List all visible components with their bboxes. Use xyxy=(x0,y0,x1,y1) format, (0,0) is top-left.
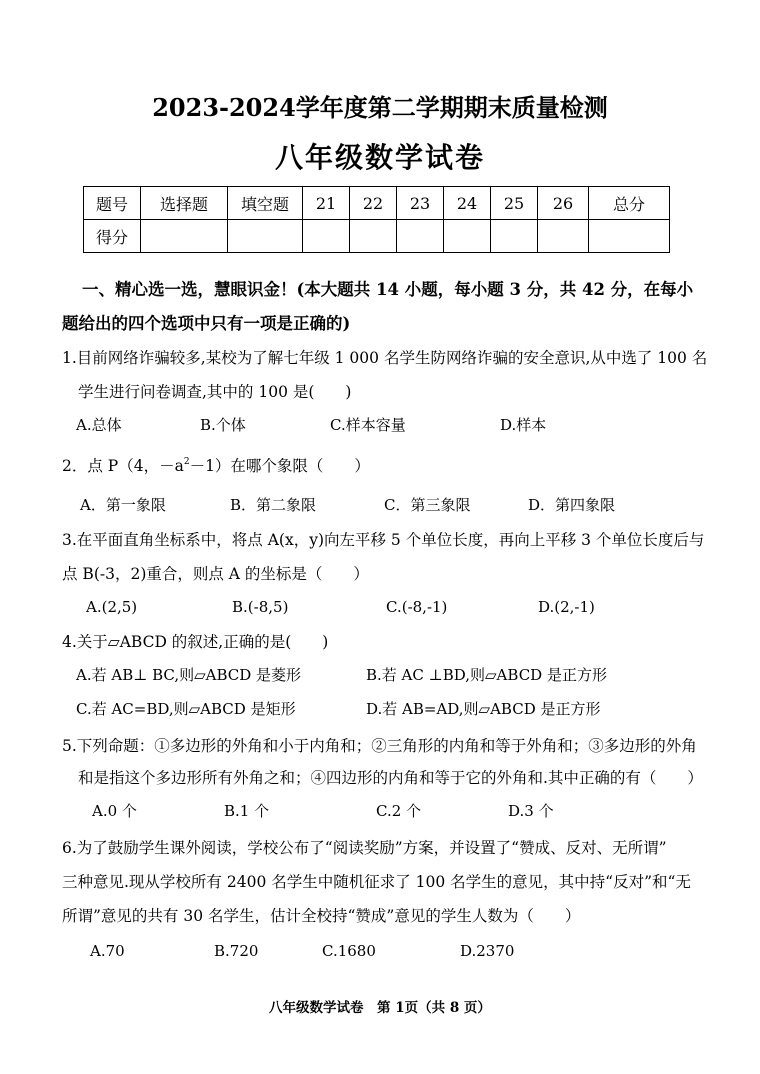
score-cell[interactable] xyxy=(350,220,397,253)
question-1-option-a[interactable]: A.总体 xyxy=(76,416,122,434)
question-6-option-c[interactable]: C.1680 xyxy=(322,942,376,960)
question-6-option-a[interactable]: A.70 xyxy=(90,942,125,960)
question-6-option-b[interactable]: B.720 xyxy=(214,942,259,960)
question-4-option-b[interactable]: B.若 AC ⊥BD,则▱ABCD 是正方形 xyxy=(366,666,607,684)
score-header-cell: 24 xyxy=(444,187,491,220)
score-cell[interactable] xyxy=(303,220,350,253)
section-heading-line: 一、精心选一选，慧眼识金！(本大题共 14 小题，每小题 3 分，共 42 分，在每小 xyxy=(82,280,694,299)
section-heading-line: 题给出的四个选项中只有一项是正确的) xyxy=(62,314,351,333)
question-3-option-b[interactable]: B.(-8,5) xyxy=(232,598,289,616)
score-cell[interactable] xyxy=(589,220,670,253)
question-6-option-d[interactable]: D.2370 xyxy=(460,942,515,960)
score-cell[interactable] xyxy=(538,220,589,253)
question-6-line: 三种意见.现从学校所有 2400 名学生中随机征求了 100 名学生的意见，其中持“反对”和“无 xyxy=(62,873,691,891)
score-header-cell: 26 xyxy=(538,187,589,220)
question-1-option-c[interactable]: C.样本容量 xyxy=(330,416,406,434)
score-header-cell: 填空题 xyxy=(228,187,303,220)
score-cell[interactable] xyxy=(397,220,444,253)
question-2-stem xyxy=(62,454,370,476)
question-2-option-d[interactable]: D．第四象限 xyxy=(528,496,616,514)
question-1-line: 1.目前网络诈骗较多,某校为了解七年级 1 000 名学生防网络诈骗的安全意识,从中选了 100 名 xyxy=(62,349,708,367)
question-2-exponent: 2 xyxy=(183,457,190,467)
score-header-cell: 22 xyxy=(350,187,397,220)
score-header-cell: 21 xyxy=(303,187,350,220)
question-5-option-c[interactable]: C.2 个 xyxy=(376,802,422,820)
question-2-option-c[interactable]: C．第三象限 xyxy=(384,496,471,514)
question-4-option-d[interactable]: D.若 AB=AD,则▱ABCD 是正方形 xyxy=(366,700,601,718)
question-3-line: 3.在平面直角坐标系中，将点 A(x，y)向左平移 5 个单位长度，再向上平移 3 个单位长度后与 xyxy=(62,531,705,549)
score-header-cell: 总分 xyxy=(589,187,670,220)
question-5-option-a[interactable]: A.0 个 xyxy=(92,802,137,820)
question-6-line: 所谓”意见的共有 30 名学生，估计全校持“赞成”意见的学生人数为（ ） xyxy=(62,907,581,925)
score-table-header-row xyxy=(84,187,670,220)
question-1-line: 学生进行问卷调查,其中的 100 是( ) xyxy=(78,383,352,401)
question-5-option-b[interactable]: B.1 个 xyxy=(224,802,270,820)
question-3-option-c[interactable]: C.(-8,-1) xyxy=(386,598,448,616)
question-2-stem-text: 2．点 P（4，－a xyxy=(62,457,184,475)
score-header-cell: 25 xyxy=(491,187,538,220)
exam-subtitle: 八年级数学试卷 xyxy=(274,141,485,174)
exam-title: 2023-2024学年度第二学期期末质量检测 xyxy=(152,93,608,122)
question-5-option-d[interactable]: D.3 个 xyxy=(508,802,554,820)
score-header-cell: 选择题 xyxy=(141,187,228,220)
question-1-option-b[interactable]: B.个体 xyxy=(200,416,246,434)
question-4-option-a[interactable]: A.若 AB⊥ BC,则▱ABCD 是菱形 xyxy=(76,666,302,684)
score-header-cell: 23 xyxy=(397,187,444,220)
question-3-option-d[interactable]: D.(2,-1) xyxy=(538,598,595,616)
question-3-option-a[interactable]: A.(2,5) xyxy=(86,598,138,616)
question-4-option-c[interactable]: C.若 AC=BD,则▱ABCD 是矩形 xyxy=(76,700,296,718)
score-cell[interactable] xyxy=(444,220,491,253)
question-1-option-d[interactable]: D.样本 xyxy=(500,416,547,434)
question-5-line: 5.下列命题：①多边形的外角和小于内角和；②三角形的内角和等于外角和；③多边形的外角 xyxy=(62,737,697,755)
score-cell[interactable] xyxy=(141,220,228,253)
score-table-score-row xyxy=(84,220,670,253)
question-3-line: 点 B(-3，2)重合，则点 A 的坐标是（ ） xyxy=(62,565,369,583)
score-table xyxy=(83,186,670,253)
question-2-option-b[interactable]: B．第二象限 xyxy=(230,496,317,514)
question-6-line: 6.为了鼓励学生课外阅读，学校公布了“阅读奖励”方案，并设置了“赞成、反对、无所谓” xyxy=(62,839,667,857)
score-row-label: 得分 xyxy=(84,220,141,253)
question-5-line: 和是指这个多边形所有外角之和；④四边形的内角和等于它的外角和.其中正确的有（ ） xyxy=(78,769,703,787)
score-cell[interactable] xyxy=(491,220,538,253)
score-cell[interactable] xyxy=(228,220,303,253)
question-2-option-a[interactable]: A．第一象限 xyxy=(80,496,166,514)
page-footer: 八年级数学试卷 第 1页（共 8 页） xyxy=(269,1000,491,1016)
question-2-stem-text: －1）在哪个象限（ ） xyxy=(189,457,370,475)
question-4-line: 4.关于▱ABCD 的叙述,正确的是( ) xyxy=(62,633,329,651)
score-header-cell: 题号 xyxy=(84,187,141,220)
